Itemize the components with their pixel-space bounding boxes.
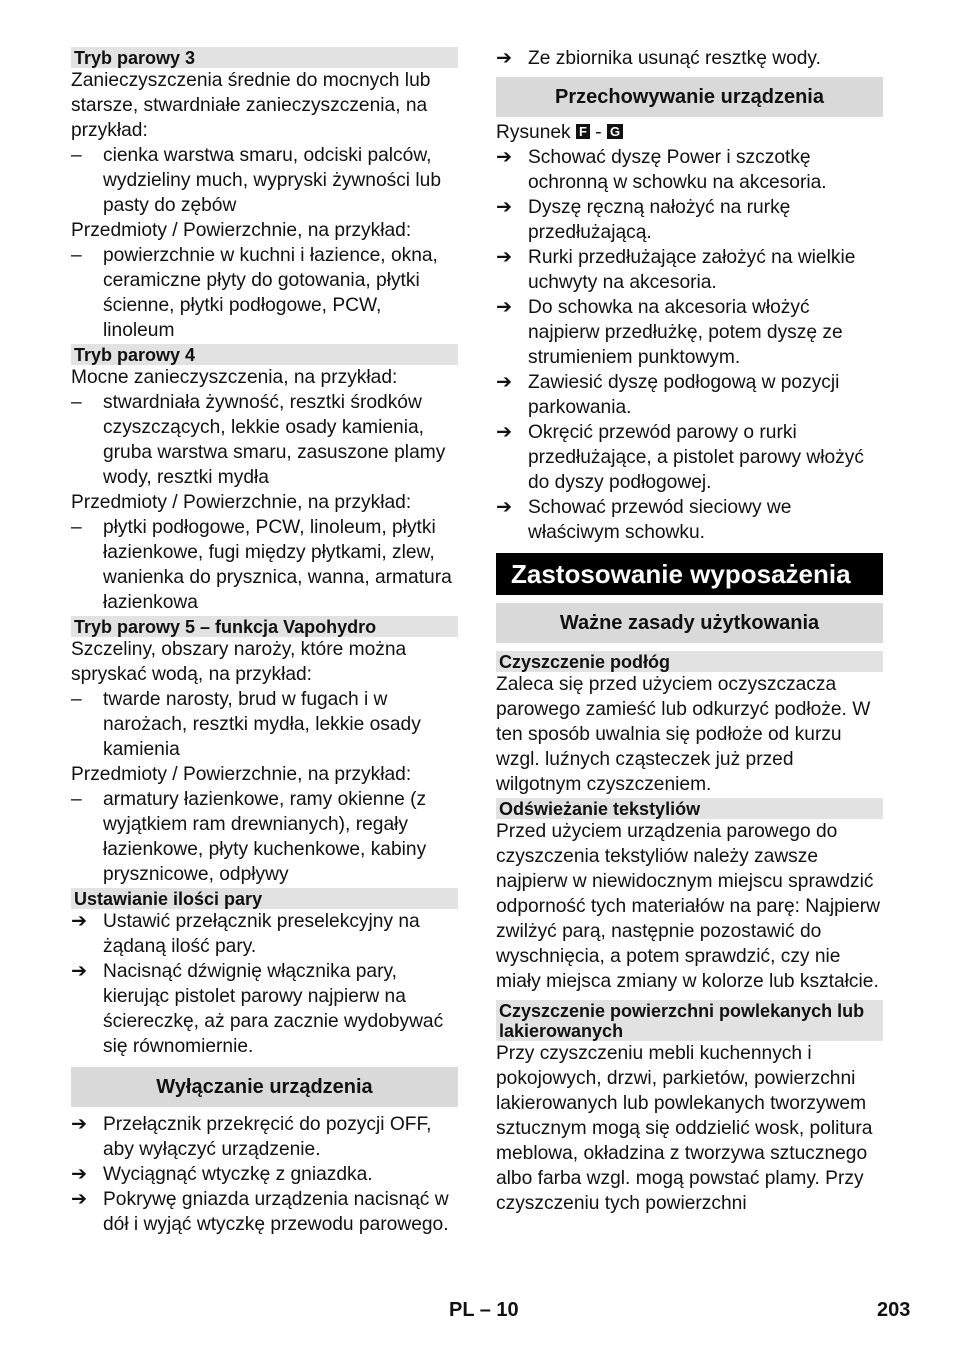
- arrow-right-icon: ➔: [71, 961, 88, 982]
- arrow-right-icon: ➔: [496, 372, 513, 393]
- right-column: [496, 46, 883, 1216]
- step-item: ➔ Dyszę ręczną nałożyć na rurkę przedłużającą.: [496, 197, 791, 243]
- arrow-right-icon: ➔: [71, 911, 88, 932]
- chapter-title: Zastosowanie wyposażenia: [496, 553, 883, 595]
- step-item: ➔ Ustawić przełącznik preselekcyjny na żądaną ilość pary.: [71, 911, 420, 957]
- footer-section-label: PL – 10: [449, 1299, 519, 1321]
- paragraph: Zaleca się przed użyciem oczyszczacza parowego zamieść lub odkurzyć podłoże. W ten sposób uwalnia się podłoże od kurzu wzgl. luźnych cząsteczek już przed wilgotnym czyszczeniem.: [496, 674, 871, 795]
- heading-przechowywanie-urzadzenia: Przechowywanie urządzenia: [496, 77, 883, 117]
- dash-bullet: –: [71, 517, 82, 538]
- heading-wazne-zasady: Ważne zasady użytkowania: [496, 603, 883, 643]
- heading-czyszczenie-powierzchni: Czyszczenie powierzchni powlekanych lub lakierowanych: [496, 1000, 883, 1041]
- paragraph: Przed użyciem urządzenia parowego do czyszczenia tekstyliów należy zawsze najpierw w niewidocznym miejscu sprawdzić odporność tych materiałów na parę: Najpierw zwilżyć parą, następnie pozostawić do wyschnięcia, a potem sprawdzić, czy nie miały miejsca zmiany w kolorze lub kształcie.: [496, 821, 880, 992]
- step-item: ➔ Schować dyszę Power i szczotkę ochronną w schowku na akcesoria.: [496, 147, 827, 193]
- heading-ustawianie-ilosci-pary: Ustawianie ilości pary: [71, 888, 458, 909]
- arrow-right-icon: ➔: [496, 197, 513, 218]
- list-item: – stwardniała żywność, resztki środków czyszczących, lekkie osady kamienia, gruba warstwa smaru, zasuszone plamy wody, resztki mydła: [71, 392, 446, 488]
- left-column: [71, 46, 458, 1237]
- step-item: ➔ Rurki przedłużające założyć na wielkie uchwyty na akcesoria.: [496, 247, 856, 293]
- list-item: – powierzchnie w kuchni i łazience, okna, ceramiczne płyty do gotowania, płytki ścienne, płytki podłogowe, PCW, linoleum: [71, 245, 438, 341]
- dash-bullet: –: [71, 689, 82, 710]
- arrow-right-icon: ➔: [496, 247, 513, 268]
- dash-bullet: –: [71, 245, 82, 266]
- step-item: ➔ Okręcić przewód parowy o rurki przedłużające, a pistolet parowy włożyć do dyszy podłogowej.: [496, 422, 864, 493]
- arrow-right-icon: ➔: [496, 297, 513, 318]
- heading-tryb-parowy-4: Tryb parowy 4: [71, 344, 458, 365]
- figure-label-f: F: [576, 124, 590, 139]
- step-item: ➔ Do schowka na akcesoria włożyć najpierw przedłużkę, potem dyszę ze strumieniem punktowym.: [496, 297, 843, 368]
- arrow-right-icon: ➔: [496, 422, 513, 443]
- paragraph: Mocne zanieczyszczenia, na przykład:: [71, 367, 398, 388]
- arrow-right-icon: ➔: [71, 1189, 88, 1210]
- dash-bullet: –: [71, 145, 82, 166]
- arrow-right-icon: ➔: [496, 497, 513, 518]
- arrow-right-icon: ➔: [496, 48, 513, 69]
- step-item: ➔ Ze zbiornika usunąć resztkę wody.: [496, 48, 821, 69]
- list-item: – płytki podłogowe, PCW, linoleum, płytki łazienkowe, fugi między płytkami, zlew, wanienka do prysznica, wanna, armatura łazienkowa: [71, 517, 452, 613]
- paragraph: Przedmioty / Powierzchnie, na przykład:: [71, 492, 412, 513]
- paragraph: Zanieczyszczenia średnie do mocnych lub starsze, stwardniałe zanieczyszczenia, na przykład:: [71, 70, 431, 141]
- list-item: – twarde narosty, brud w fugach i w narożach, resztki mydła, lekkie osady kamienia: [71, 689, 421, 760]
- step-item: ➔ Zawiesić dyszę podłogową w pozycji parkowania.: [496, 372, 840, 418]
- paragraph: Przedmioty / Powierzchnie, na przykład:: [71, 220, 412, 241]
- paragraph: Przedmioty / Powierzchnie, na przykład:: [71, 764, 412, 785]
- step-item: ➔ Przełącznik przekręcić do pozycji OFF, aby wyłączyć urządzenie.: [71, 1114, 432, 1160]
- figure-label-g: G: [607, 124, 623, 139]
- step-item: ➔ Nacisnąć dźwignię włącznika pary, kierując pistolet parowy najpierw na ściereczkę, aż para zacznie wydobywać się równomiernie.: [71, 961, 444, 1057]
- heading-wylaczanie-urzadzenia: Wyłączanie urządzenia: [71, 1067, 458, 1107]
- dash-bullet: –: [71, 392, 82, 413]
- page-number: 203: [877, 1299, 911, 1321]
- heading-odswiezanie-tekstyliow: Odświeżanie tekstyliów: [496, 798, 883, 819]
- dash-bullet: –: [71, 789, 82, 810]
- heading-tryb-parowy-3: Tryb parowy 3: [71, 47, 458, 68]
- arrow-right-icon: ➔: [496, 147, 513, 168]
- paragraph: Szczeliny, obszary naroży, które można spryskać wodą, na przykład:: [71, 639, 407, 685]
- heading-czyszczenie-podlog: Czyszczenie podłóg: [496, 651, 883, 672]
- paragraph: Przy czyszczeniu mebli kuchennych i pokojowych, drzwi, parkietów, powierzchni lakierowanych lub powlekanych tworzywem sztucznym mogą się oddzielić wosk, politura meblowa, okładzina z tworzywa sztucznego albo farba wzgl. mogą powstać plamy. Przy czyszczeniu tych powierzchni: [496, 1043, 873, 1214]
- list-item: – cienka warstwa smaru, odciski palców, wydzieliny much, wypryski żywności lub pasty do zębów: [71, 145, 442, 216]
- arrow-right-icon: ➔: [71, 1164, 88, 1185]
- figure-reference: Rysunek F - G: [496, 120, 883, 145]
- arrow-right-icon: ➔: [71, 1114, 88, 1135]
- step-item: ➔ Pokrywę gniazda urządzenia nacisnąć w dół i wyjąć wtyczkę przewodu parowego.: [71, 1189, 449, 1235]
- list-item: – armatury łazienkowe, ramy okienne (z wyjątkiem ram drewnianych), regały łazienkowe, płyty kuchenkowe, kabiny prysznicowe, odpływy: [71, 789, 427, 885]
- step-item: ➔ Schować przewód sieciowy we właściwym schowku.: [496, 497, 792, 543]
- heading-tryb-parowy-5: Tryb parowy 5 – funkcja Vapohydro: [71, 616, 458, 637]
- step-item: ➔ Wyciągnąć wtyczkę z gniazdka.: [71, 1164, 373, 1185]
